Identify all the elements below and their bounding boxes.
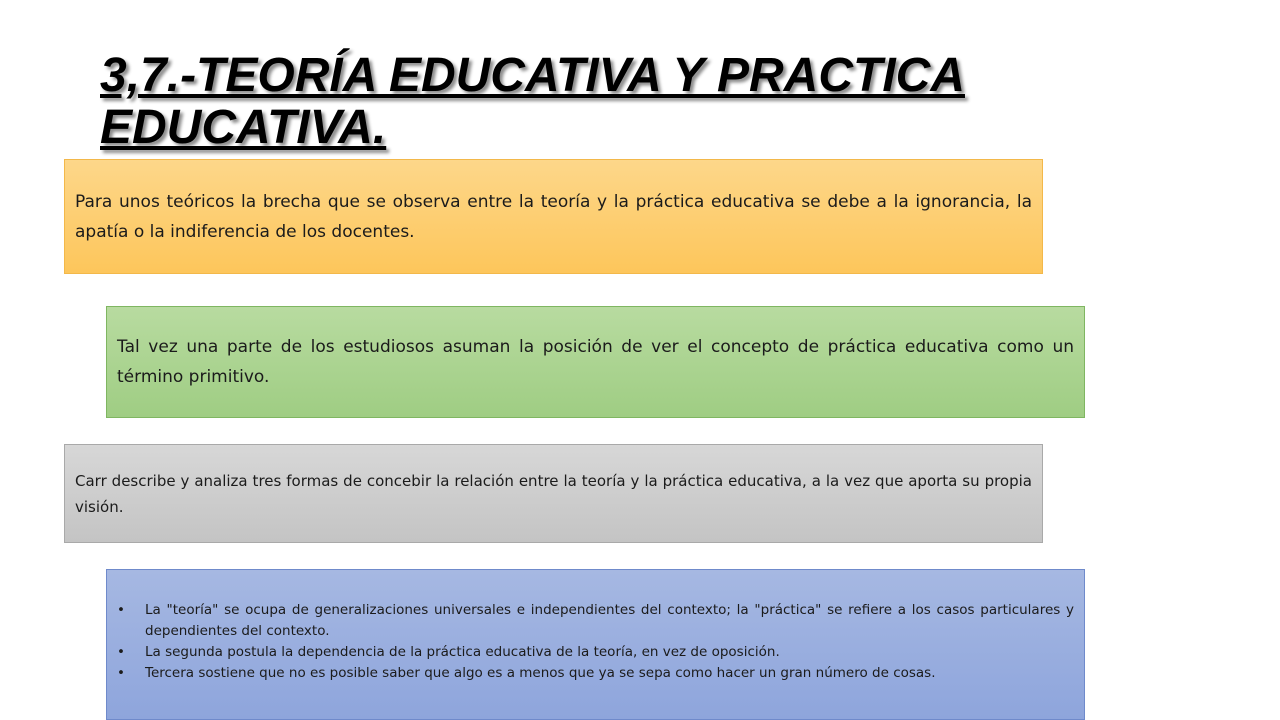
bullet-item-3: • Tercera sostiene que no es posible saber que algo es a menos que ya se sepa como hacer un gran número de cosas.	[145, 663, 1074, 684]
bullet-item-2: • La segunda postula la dependencia de la práctica educativa de la teoría, en vez de oposición.	[145, 642, 1074, 663]
orange-text-box	[64, 159, 1043, 274]
slide-title-line-2: EDUCATIVA.	[100, 101, 387, 154]
green-text-box	[106, 306, 1085, 418]
bullet-list	[117, 600, 1074, 684]
gray-text-box	[64, 444, 1043, 543]
green-box-text: Tal vez una parte de los estudiosos asuman la posición de ver el concepto de práctica educativa como un término primitivo.	[117, 337, 1074, 387]
slide-title	[100, 50, 1200, 154]
gray-box-text: Carr describe y analiza tres formas de concebir la relación entre la teoría y la práctica educativa, a la vez que aporta su propia visión.	[75, 471, 1032, 516]
blue-bullet-box	[106, 569, 1085, 720]
bullet-item-1: • La "teoría" se ocupa de generalizaciones universales e independientes del contexto; la "práctica" se refiere a los casos particulares y dependientes del contexto.	[145, 600, 1074, 642]
orange-box-text: Para unos teóricos la brecha que se observa entre la teoría y la práctica educativa se debe a la ignorancia, la apatía o la indiferencia de los docentes.	[75, 191, 1032, 242]
slide-title-line-1: 3,7.-TEORÍA EDUCATIVA Y PRACTICA	[100, 49, 965, 102]
